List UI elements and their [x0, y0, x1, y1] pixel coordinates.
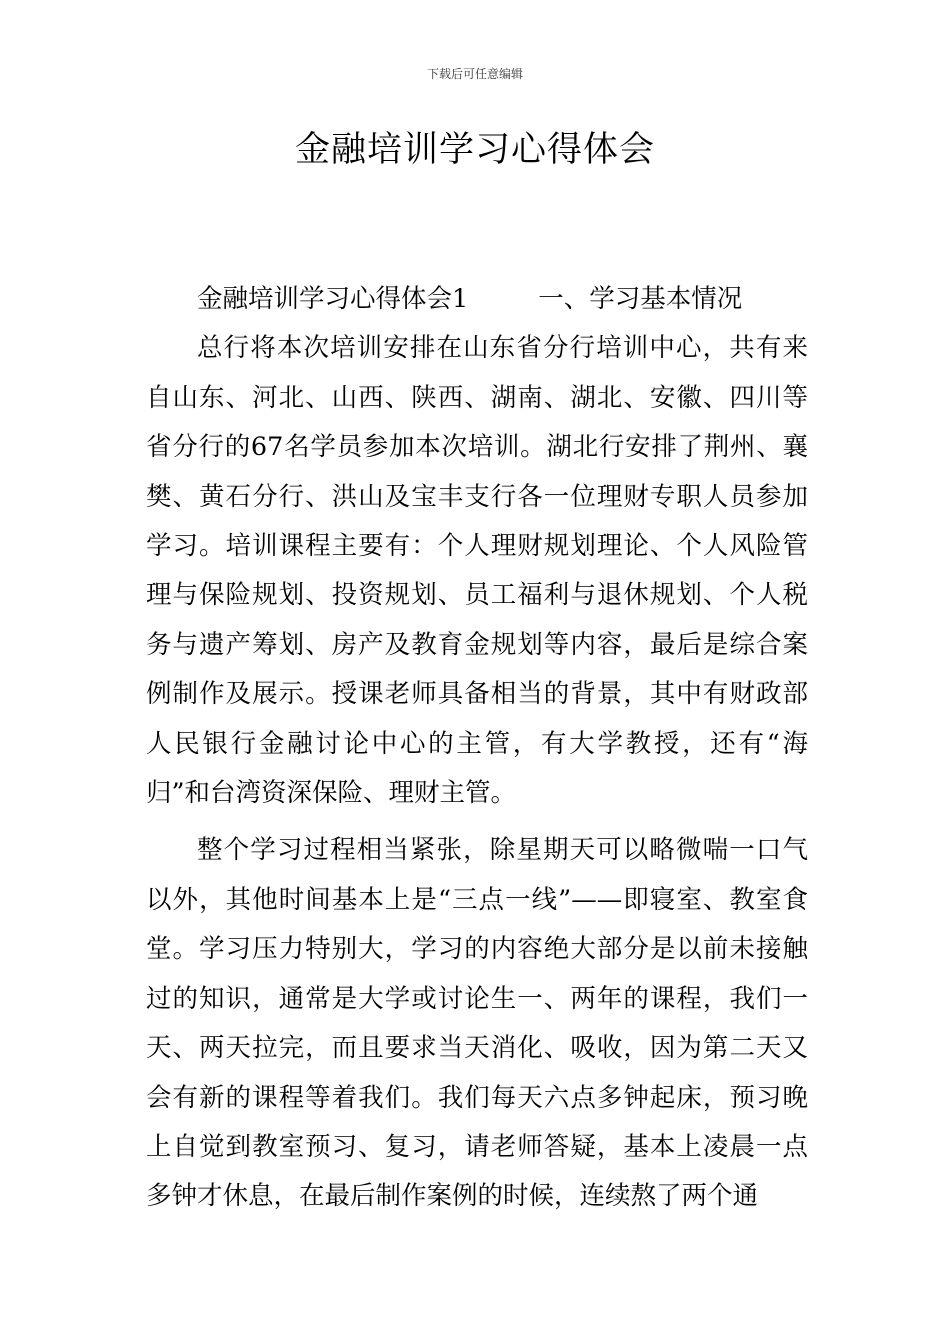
download-note: 下载后可任意编辑 [426, 67, 523, 81]
section-heading: 一、学习基本情况 [538, 284, 743, 314]
paragraph-basic-info: 总行将本次培训安排在山东省分行培训中心，共有来自山东、河北、山西、陕西、湖南、湖北、安徽、四川等省分行的67名学员参加本次培训。湖北行安排了荆州、襄樊、黄石分行、洪山及宝丰支行各一位理财专职人员参加学习。培训课程主要有：个人理财规划理论、个人风险管理与保险规划、投资规划、员工福利与退休规划、个人税务与遗产筹划、房产及教育金规划等内容，最后是综合案例制作及展示。授课老师具备相当的背景，其中有财政部人民银行金融讨论中心的主管，有大学教授，还有“海归”和台湾资深保险、理财主管。 [146, 333, 808, 809]
paragraph-learning-process: 整个学习过程相当紧张，除星期天可以略微喘一口气以外，其他时间基本上是“三点一线”——即寝室、教室食堂。学习压力特别大，学习的内容绝大部分是以前未接触过的知识，通常是大学或讨论生一、两年的课程，我们一天、两天拉完，而且要求当天消化、吸收，因为第二天又会有新的课程等着我们。我们每天六点多钟起床，预习晚上自觉到教室预习、复习，请老师答疑，基本上凌晨一点多钟才休息，在最后制作案例的时候，连续熬了两个通 [146, 835, 808, 1212]
document-subtitle: 金融培训学习心得体会1 [197, 284, 469, 314]
subtitle-line [146, 275, 808, 324]
document-title: 金融培训学习心得体会 [294, 130, 655, 170]
document-body [146, 275, 808, 1222]
